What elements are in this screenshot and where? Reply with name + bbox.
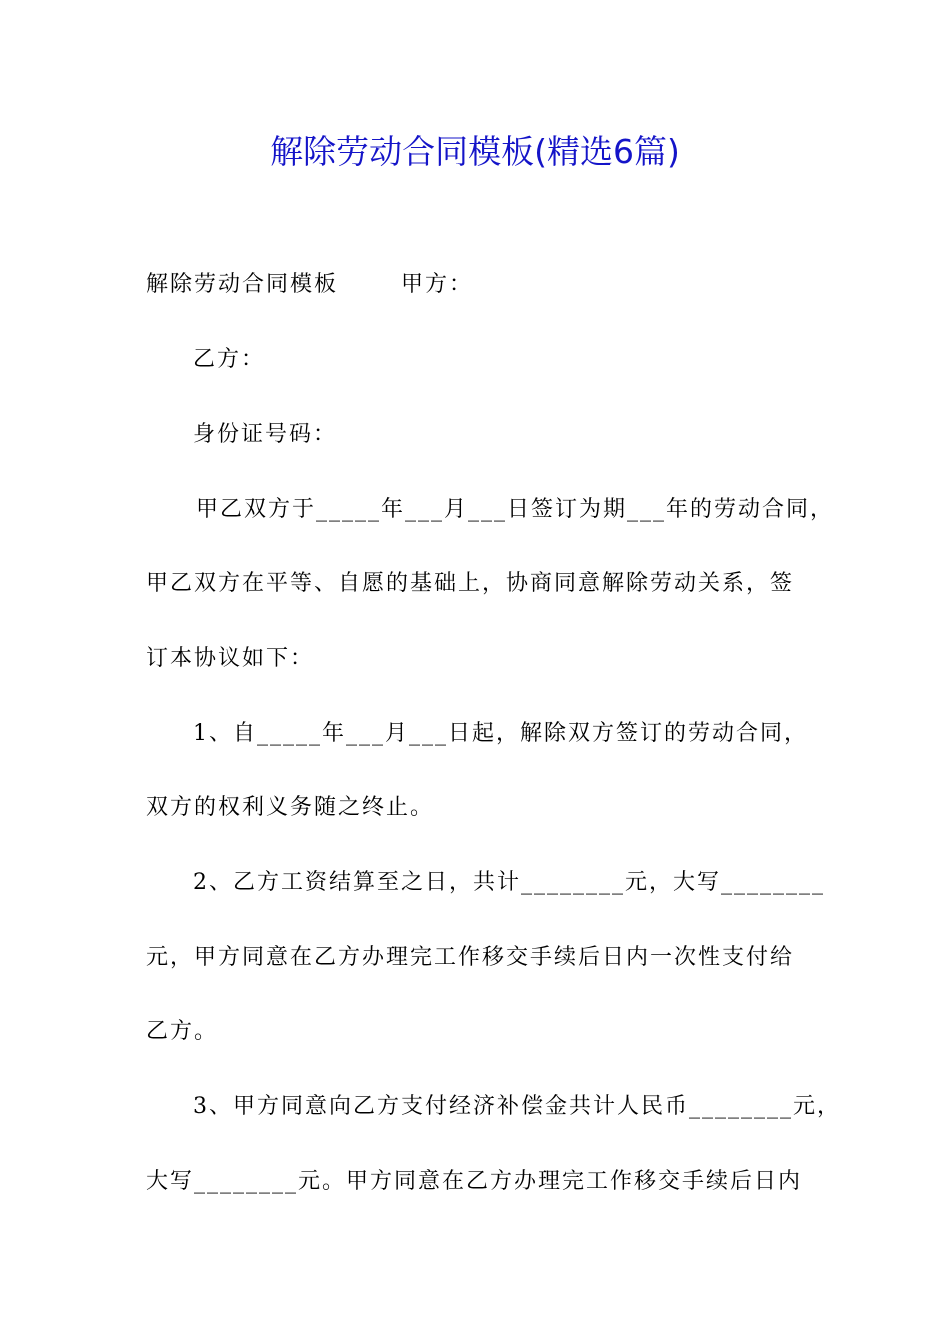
clause-1-line-1: 1、自_____年___月___日起，解除双方签订的劳动合同， xyxy=(193,721,808,746)
paragraph-intro-line-3: 订本协议如下： xyxy=(146,646,315,671)
clause-2-line-2: 元，甲方同意在乙方办理完工作移交手续后日内一次性支付给 xyxy=(146,945,795,970)
paragraph-intro-line-1: 甲乙双方于_____年___月___日签订为期___年的劳动合同， xyxy=(196,497,835,522)
clause-2-line-1: 2、乙方工资结算至之日，共计________元，大写________ xyxy=(193,870,825,895)
clause-3-line-1: 3、甲方同意向乙方支付经济补偿金共计人民币________元， xyxy=(193,1094,841,1119)
text-line-id-number: 身份证号码： xyxy=(193,422,338,447)
paragraph-intro-line-2: 甲乙双方在平等、自愿的基础上，协商同意解除劳动关系，签 xyxy=(146,571,795,596)
clause-1-line-2: 双方的权利义务随之终止。 xyxy=(146,795,435,820)
clause-2-line-3: 乙方。 xyxy=(146,1019,219,1044)
clause-3-line-2: 大写________元。甲方同意在乙方办理完工作移交手续后日内 xyxy=(146,1169,803,1194)
text-line-party-b: 乙方： xyxy=(193,347,266,372)
document-title: 解除劳动合同模板(精选6篇) xyxy=(270,132,680,171)
text-line-heading-party-a: 解除劳动合同模板 甲方： xyxy=(146,272,473,297)
